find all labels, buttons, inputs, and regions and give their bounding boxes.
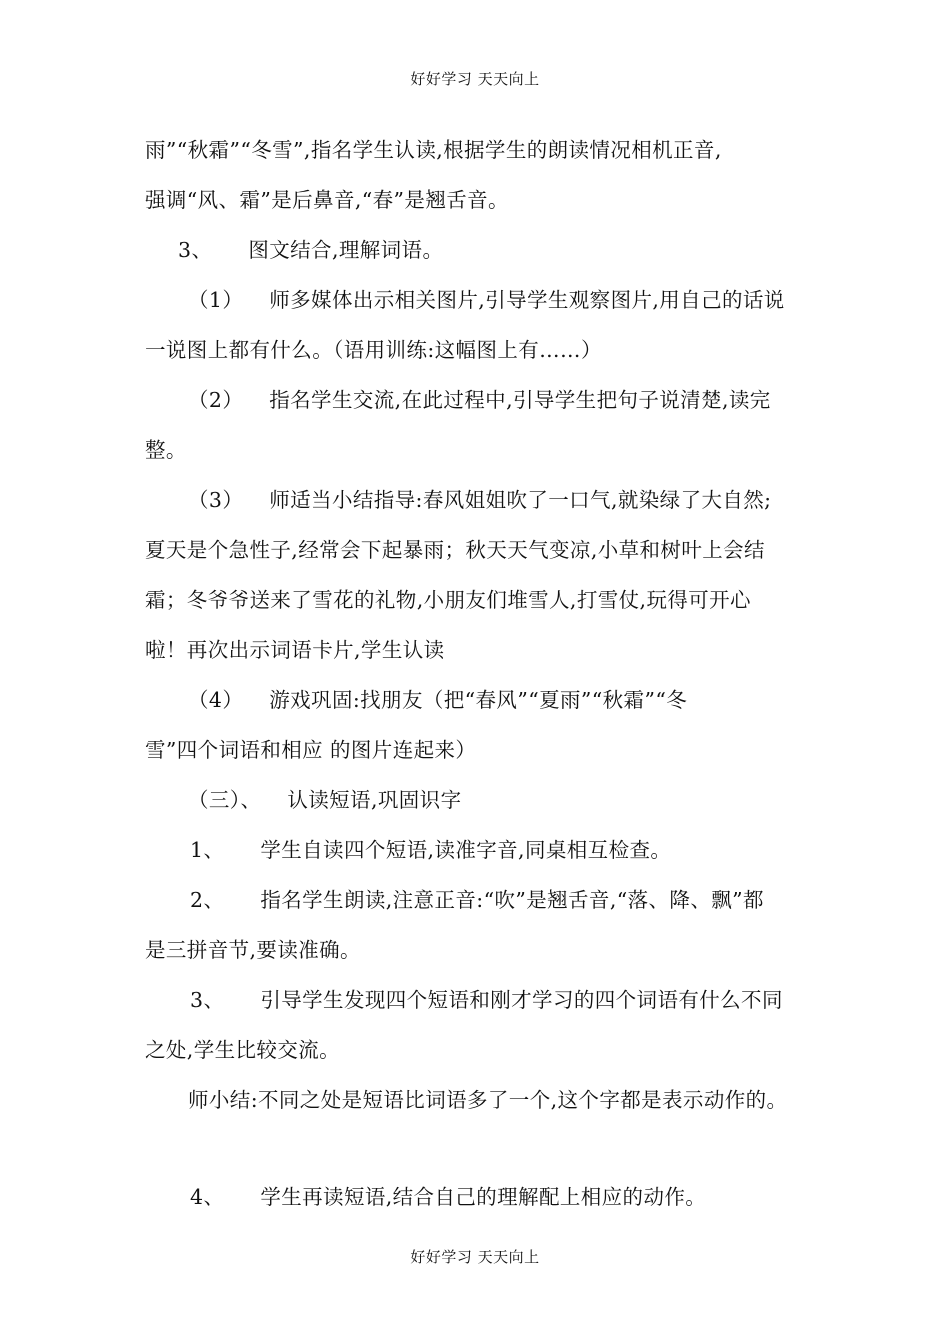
item-number: 3、: [178, 238, 213, 262]
item-number: （3）: [188, 488, 244, 512]
text-line: [190, 1183, 706, 1211]
text-line: [188, 486, 771, 514]
line-text: 指名学生交流,在此过程中,引导学生把句子说清楚,读完: [269, 388, 771, 412]
line-text: 整。: [145, 438, 187, 462]
line-text: 图文结合,理解词语。: [248, 238, 444, 262]
text-line: [145, 436, 187, 464]
line-text: 游戏巩固:找朋友（把“春风”“夏雨”“秋霜”“冬: [269, 688, 688, 712]
line-text: 强调“风、霜”是后鼻音,“春”是翘舌音。: [145, 188, 509, 212]
text-line: [145, 936, 361, 964]
item-number: 4、: [190, 1185, 225, 1209]
line-text: 师多媒体出示相关图片,引导学生观察图片,用自己的话说: [269, 288, 785, 312]
item-number: （三）、: [188, 788, 262, 812]
item-number: （2）: [188, 388, 244, 412]
line-text: 一说图上都有什么。（语用训练:这幅图上有……）: [145, 338, 602, 362]
text-line: [190, 886, 764, 914]
section-heading: [178, 236, 443, 264]
line-text: 学生自读四个短语,读准字音,同桌相互检查。: [260, 838, 672, 862]
section-heading: [188, 786, 461, 814]
text-line: [145, 336, 602, 364]
line-text: 啦！再次出示词语卡片,学生认读: [145, 638, 445, 662]
text-line: [145, 536, 765, 564]
line-text: 指名学生朗读,注意正音:“吹”是翘舌音,“落、降、飘”都: [260, 888, 764, 912]
item-number: （4）: [188, 688, 244, 712]
line-text: 雨”“秋霜”“冬雪”,指名学生认读,根据学生的朗读情况相机正音,: [145, 138, 722, 162]
text-line: [188, 386, 771, 414]
text-line: [190, 986, 783, 1014]
text-line: [145, 1036, 340, 1064]
item-number: （1）: [188, 288, 244, 312]
text-line: [188, 686, 687, 714]
line-text: 之处,学生比较交流。: [145, 1038, 341, 1062]
line-text: 学生再读短语,结合自己的理解配上相应的动作。: [260, 1185, 707, 1209]
page-header: 好好学习 天天向上: [410, 70, 540, 88]
text-line: [145, 636, 445, 664]
text-line: [145, 736, 476, 764]
page-footer: 好好学习 天天向上: [410, 1248, 540, 1266]
line-text: 是三拼音节,要读准确。: [145, 938, 361, 962]
line-text: 师适当小结指导:春风姐姐吹了一口气,就染绿了大自然;: [269, 488, 772, 512]
item-number: 1、: [190, 838, 225, 862]
text-line: [190, 836, 671, 864]
line-text: 认读短语,巩固识字: [287, 788, 462, 812]
item-number: 2、: [190, 888, 225, 912]
line-text: 引导学生发现四个短语和刚才学习的四个词语有什么不同: [260, 988, 783, 1012]
text-line: [188, 1086, 787, 1114]
text-line: [145, 186, 509, 214]
text-line: [145, 136, 722, 164]
text-line: [145, 586, 751, 614]
text-line: [188, 286, 785, 314]
line-text: 霜；冬爷爷送来了雪花的礼物,小朋友们堆雪人,打雪仗,玩得可开心: [145, 588, 751, 612]
item-number: 3、: [190, 988, 225, 1012]
line-text: 师小结:不同之处是短语比词语多了一个,这个字都是表示动作的。: [188, 1088, 788, 1112]
line-text: 夏天是个急性子,经常会下起暴雨；秋天天气变凉,小草和树叶上会结: [145, 538, 765, 562]
line-text: 雪”四个词语和相应 的图片连起来）: [145, 738, 477, 762]
